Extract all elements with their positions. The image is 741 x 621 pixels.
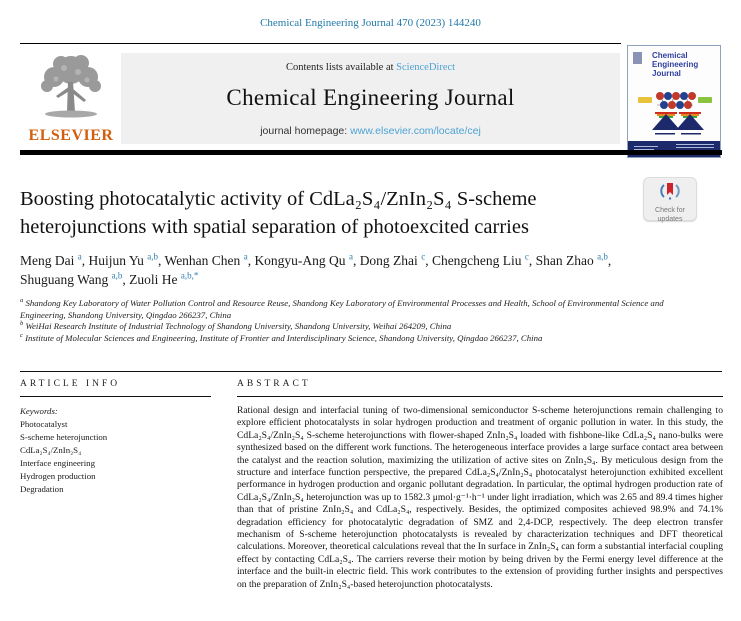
check-badge-label-line1: Check for <box>655 207 685 214</box>
journal-banner-title: Chemical Engineering Journal <box>226 85 515 110</box>
keywords-label: Keywords: <box>20 406 58 416</box>
homepage-prefix: journal homepage: <box>260 125 351 137</box>
crossmark-icon <box>660 181 680 201</box>
author: Huijun Yu $^{a,b}$, <box>88 251 165 268</box>
abstract-rule <box>237 396 723 397</box>
journal-cover-thumbnail <box>627 45 721 158</box>
article-info-rule <box>20 396 211 397</box>
journal-banner <box>121 53 620 144</box>
cover-molecule-graphic <box>635 88 715 140</box>
check-badge-label-line2: updates <box>657 215 683 223</box>
author: Chengcheng Liu $^c$, <box>431 251 536 268</box>
affiliation-list <box>20 298 688 344</box>
sciencedirect-link[interactable]: ScienceDirect <box>396 62 456 73</box>
contents-line <box>121 62 620 73</box>
cover-journal-title: Chemical Engineering Journal <box>652 51 699 78</box>
affiliation: $^b$ WeiHai Research Institute of Industrial Technology of Shandong University, Shandong University, Weihai 264209, China <box>20 320 452 331</box>
affiliation: $^c$ Institute of Molecular Sciences and Engineering, Institute of Frontier and Interdisciplinary Science, Shandong University, Qingdao 266237, China <box>20 331 543 343</box>
contents-prefix: Contents lists available at <box>285 62 397 73</box>
author: Wenhan Chen $^a$, <box>164 251 255 268</box>
journal-citation: Chemical Engineering Journal 470 (2023) 144240 <box>260 17 481 29</box>
homepage-link[interactable]: www.elsevier.com/locate/cej <box>350 125 481 137</box>
abstract-text: Rational design and interfacial tuning of two-dimensional semiconductor S-scheme heterojunctions remain challenging to explore efficient photocatalysts in solar hydrogen production and treatment of organic pollution in water. In this study, the CdLa₂S₄/ZnIn₂S₄ S-scheme heterojunctions with flower-shaped ZnIn₂S₄ loaded with fishbone-like CdLa₂S₄ nano-bulks were synthesized based on the different work functions. The heterogeneous interface provides a large surface contact area between the catalyst and the reaction solution, maximizing the utilization of active sites on ZnIn₂S₄. By meticulous design from the structure and interface function perspective, the prepared CdLa₂S₄/ZnIn₂S₄ photocatalyst heterojunction exhibited excellent performance in hydrogen production and organic pollutant degradation. In particular, the optimal hydrogen production rate of CdLa₂S₄/ZnIn₂S₄ heterojunction was up to 1582.3 μmol·g⁻¹·h⁻¹ under light irradiation, which was 2.65 and 89.4 times higher than that of pristine ZnIn₂S₄ and CdLa₂S₄, respectively. Besides, the optimized composites achieved 98.9% and 74.1% degradation efficiency for photocatalytic degradation of SMZ and 2,4-DCP, respectively. The deep electron transfer mechanism of S-scheme heterojunction photocatalysts is revealed by characterization techniques and DFT theoretical calculations. Moreover, theoretical calculations reveal that the In surface in ZnIn₂S₄ can form a substantial interfacial coupling effect by contacting CdLa₂S₄. The carriers reverse their motion by being driven by the Fermi energy level difference at the interface and the built-in electric field. This work contributes to the extension of providing further insights and perspectives on the preparation of ZnIn₂S₄-based heterojunction photocatalysts. <box>237 405 723 590</box>
author: Zuoli He $^{a,b,*}$ <box>129 270 199 287</box>
keyword-item: Interface engineering <box>20 458 95 468</box>
keyword-item: S-scheme heterojunction <box>20 432 108 442</box>
article-info-column <box>20 379 211 496</box>
author-list <box>20 251 640 289</box>
keyword-item: Photocatalyst <box>20 419 68 429</box>
affiliation: $^a$ Shandong Key Laboratory of Water Pollution Control and Resource Reuse, Shandong Key Laboratory of Environmental Processes and Health, School of Environmental Science and Engineering, Shandong University, Qingdao 266237, China <box>20 297 664 320</box>
abstract-column <box>237 379 723 591</box>
article-title: Boosting photocatalytic activity of CdLa₂S₄/ZnIn₂S₄ S-scheme heterojunctions with spatial separation of photoexcited carries <box>20 188 537 238</box>
header-bottom-rule <box>20 150 722 155</box>
elsevier-logo <box>24 52 118 147</box>
author: Kongyu-Ang Qu $^a$, <box>254 251 360 268</box>
elsevier-tree-icon <box>34 52 108 126</box>
author: Shuguang Wang $^{a,b}$, <box>20 270 130 287</box>
keywords-list <box>20 418 211 496</box>
elsevier-wordmark: ELSEVIER <box>28 127 114 144</box>
cover-elsevier-mark-icon <box>633 52 642 64</box>
keyword-item: CdLa₂S₄/ZnIn₂S₄ <box>20 445 82 455</box>
header-top-rule <box>20 43 621 44</box>
check-for-updates-badge[interactable] <box>643 177 697 221</box>
homepage-line <box>121 125 620 137</box>
article-info-heading: ARTICLE INFO <box>20 379 121 389</box>
keyword-item: Degradation <box>20 484 64 494</box>
author: Meng Dai $^a$, <box>20 251 89 268</box>
sections-top-rule <box>20 371 722 372</box>
abstract-heading: ABSTRACT <box>237 379 311 389</box>
author: Dong Zhai $^c$, <box>359 251 432 268</box>
author: Shan Zhao $^{a,b}$, <box>535 251 612 268</box>
keyword-item: Hydrogen production <box>20 471 96 481</box>
